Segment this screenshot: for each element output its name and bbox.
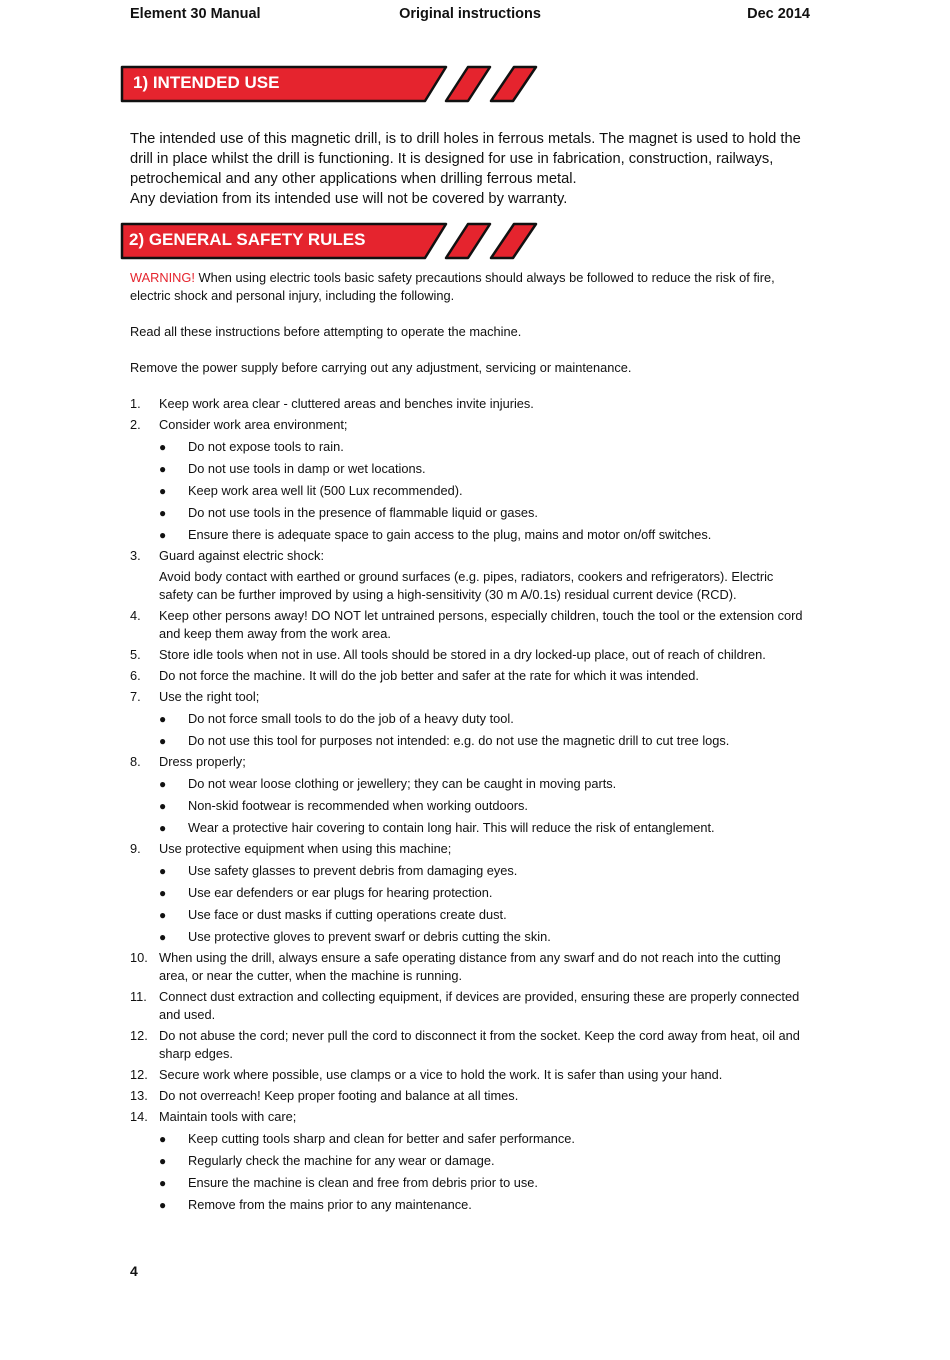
intended-use-text: [130, 129, 810, 209]
rule-note: Avoid body contact with earthed or ground surfaces (e.g. pipes, radiators, cookers and refrigerators). Electric safety can be further improved by using a high-sensitivity (30 m A/0.1s) residual current device (RCD).: [159, 569, 774, 602]
bullet-text: Use safety glasses to prevent debris from damaging eyes.: [188, 863, 518, 878]
rule-text: Consider work area environment;: [159, 417, 348, 432]
rule-bullet-item: [130, 526, 810, 544]
bullet-icon: ●: [159, 1154, 167, 1168]
bullet-text: Keep work area well lit (500 Lux recommended).: [188, 483, 463, 498]
bullet-icon: ●: [159, 886, 167, 900]
rule-text: Keep other persons away! DO NOT let untrained persons, especially children, touch the tool or the extension cord and keep them away from the work area.: [159, 608, 803, 641]
bullet-text: Remove from the mains prior to any maintenance.: [188, 1197, 472, 1212]
bullet-icon: ●: [159, 1176, 167, 1190]
rule-bullet-item: [130, 460, 810, 478]
safety-rule-item: [130, 416, 810, 434]
safety-rule-item: [130, 667, 810, 685]
rule-text: Dress properly;: [159, 754, 246, 769]
bullet-text: Do not force small tools to do the job of a heavy duty tool.: [188, 711, 514, 726]
intended-use-paragraph: The intended use of this magnetic drill, is to drill holes in ferrous metals. The magnet is used to hold the drill in place whilst the drill is functioning. It is designed for use in fabrication, construction, railways, petrochemical and any other applications when drilling ferrous metal.: [130, 131, 801, 187]
rule-bullet-item: [130, 1130, 810, 1148]
rule-text: Secure work where possible, use clamps or a vice to hold the work. It is safer than using your hand.: [159, 1067, 723, 1082]
page-header: [130, 6, 810, 26]
bullet-text: Regularly check the machine for any wear or damage.: [188, 1153, 495, 1168]
section2-banner: [120, 222, 540, 260]
section1-title: 1) INTENDED USE: [133, 73, 280, 92]
bullet-text: Do not expose tools to rain.: [188, 439, 344, 454]
safety-rule-item: [130, 1108, 810, 1126]
bullet-text: Keep cutting tools sharp and clean for better and safer performance.: [188, 1131, 575, 1146]
rule-text: Do not force the machine. It will do the job better and safer at the rate for which it was intended.: [159, 668, 699, 683]
bullet-text: Wear a protective hair covering to contain long hair. This will reduce the risk of entanglement.: [188, 820, 715, 835]
rule-number: 6.: [130, 668, 141, 683]
bullet-text: Use ear defenders or ear plugs for hearing protection.: [188, 885, 493, 900]
bullet-icon: ●: [159, 440, 167, 454]
bullet-icon: ●: [159, 1198, 167, 1212]
rule-number: 11.: [130, 989, 147, 1004]
bullet-icon: ●: [159, 930, 167, 944]
rule-bullet-item: [130, 710, 810, 728]
bullet-icon: ●: [159, 821, 167, 835]
rule-bullet-item: [130, 819, 810, 837]
rule-bullet-item: [130, 438, 810, 456]
rule-number: 12.: [130, 1067, 148, 1082]
bullet-icon: ●: [159, 734, 167, 748]
rule-bullet-item: [130, 862, 810, 880]
remove-power-note: Remove the power supply before carrying out any adjustment, servicing or maintenance.: [130, 360, 632, 375]
rule-number: 2.: [130, 417, 141, 432]
rule-text: Use the right tool;: [159, 689, 260, 704]
safety-rule-item: [130, 1087, 810, 1105]
rule-text: Connect dust extraction and collecting equipment, if devices are provided, ensuring these are properly connected and used.: [159, 989, 800, 1022]
rule-text: Do not overreach! Keep proper footing and balance at all times.: [159, 1088, 519, 1103]
warranty-note: Any deviation from its intended use will not be covered by warranty.: [130, 191, 568, 207]
safety-rules-body: [130, 269, 810, 1214]
rule-number: 12.: [130, 1028, 148, 1043]
section1-banner: [120, 65, 540, 103]
bullet-text: Do not use tools in damp or wet locations.: [188, 461, 426, 476]
bullet-icon: ●: [159, 799, 167, 813]
safety-rule-item: [130, 949, 810, 985]
safety-rules-list: [130, 395, 810, 1214]
bullet-text: Use protective gloves to prevent swarf or debris cutting the skin.: [188, 929, 551, 944]
rule-text: Store idle tools when not in use. All tools should be stored in a dry locked-up place, out of reach of children.: [159, 647, 766, 662]
rule-number: 9.: [130, 841, 141, 856]
rule-bullet-item: [130, 775, 810, 793]
safety-rule-item: [130, 840, 810, 858]
rule-number: 1.: [130, 396, 141, 411]
safety-rule-item: [130, 395, 810, 413]
warning-paragraph: [130, 269, 810, 305]
rule-number: 5.: [130, 647, 141, 662]
rule-number: 4.: [130, 608, 141, 623]
bullet-text: Ensure there is adequate space to gain access to the plug, mains and motor on/off switches.: [188, 527, 712, 542]
rule-bullet-item: [130, 1196, 810, 1214]
rule-number: 14.: [130, 1109, 148, 1124]
section2-title: 2) GENERAL SAFETY RULES: [129, 230, 366, 249]
bullet-text: Ensure the machine is clean and free from debris prior to use.: [188, 1175, 538, 1190]
safety-rule-item: [130, 607, 810, 643]
bullet-text: Use face or dust masks if cutting operations create dust.: [188, 907, 507, 922]
warning-text: When using electric tools basic safety precautions should always be followed to reduce the risk of fire, electric shock and personal injury, including the following.: [130, 270, 775, 303]
bullet-text: Do not use this tool for purposes not intended: e.g. do not use the magnetic drill to cut tree logs.: [188, 733, 730, 748]
safety-rule-item: [130, 547, 810, 565]
rule-bullet-item: [130, 732, 810, 750]
rule-number: 13.: [130, 1088, 148, 1103]
header-date: Dec 2014: [747, 6, 810, 22]
bullet-icon: ●: [159, 1132, 167, 1146]
rule-text: Do not abuse the cord; never pull the cord to disconnect it from the socket. Keep the cord away from heat, oil and sharp edges.: [159, 1028, 800, 1061]
rule-number: 10.: [130, 950, 148, 965]
rule-text: When using the drill, always ensure a safe operating distance from any swarf and do not reach into the cutting area, or near the cutter, when the machine is running.: [159, 950, 781, 983]
rule-number: 7.: [130, 689, 141, 704]
bullet-icon: ●: [159, 528, 167, 542]
rule-bullet-item: [130, 1152, 810, 1170]
rule-bullet-item: [130, 1174, 810, 1192]
safety-rule-item: [130, 988, 810, 1024]
rule-bullet-item: [130, 797, 810, 815]
rule-text: Use protective equipment when using this machine;: [159, 841, 452, 856]
bullet-icon: ●: [159, 712, 167, 726]
safety-rule-item: [130, 688, 810, 706]
bullet-icon: ●: [159, 506, 167, 520]
rule-bullet-item: [130, 504, 810, 522]
bullet-text: Do not wear loose clothing or jewellery; they can be caught in moving parts.: [188, 776, 617, 791]
rule-bullet-item: [130, 906, 810, 924]
page-number: 4: [130, 1263, 138, 1279]
header-manual-title: Element 30 Manual: [130, 6, 261, 22]
safety-rule-item: [130, 646, 810, 664]
rule-text: Keep work area clear - cluttered areas and benches invite injuries.: [159, 396, 534, 411]
rule-number: 8.: [130, 754, 141, 769]
safety-rule-item: [130, 1066, 810, 1084]
rule-number: 3.: [130, 548, 141, 563]
bullet-icon: ●: [159, 864, 167, 878]
rule-text: Guard against electric shock:: [159, 548, 325, 563]
read-instructions-note: Read all these instructions before attempting to operate the machine.: [130, 324, 522, 339]
rule-bullet-item: [130, 884, 810, 902]
bullet-icon: ●: [159, 484, 167, 498]
bullet-icon: ●: [159, 777, 167, 791]
safety-rule-item: [130, 1027, 810, 1063]
rule-bullet-item: [130, 482, 810, 500]
bullet-text: Do not use tools in the presence of flammable liquid or gases.: [188, 505, 538, 520]
warning-label: WARNING!: [130, 270, 195, 285]
safety-rule-item: [130, 753, 810, 771]
rule-bullet-item: [130, 928, 810, 946]
bullet-icon: ●: [159, 462, 167, 476]
bullet-text: Non-skid footwear is recommended when working outdoors.: [188, 798, 528, 813]
bullet-icon: ●: [159, 908, 167, 922]
rule-text: Maintain tools with care;: [159, 1109, 297, 1124]
header-instructions-label: Original instructions: [399, 6, 541, 22]
